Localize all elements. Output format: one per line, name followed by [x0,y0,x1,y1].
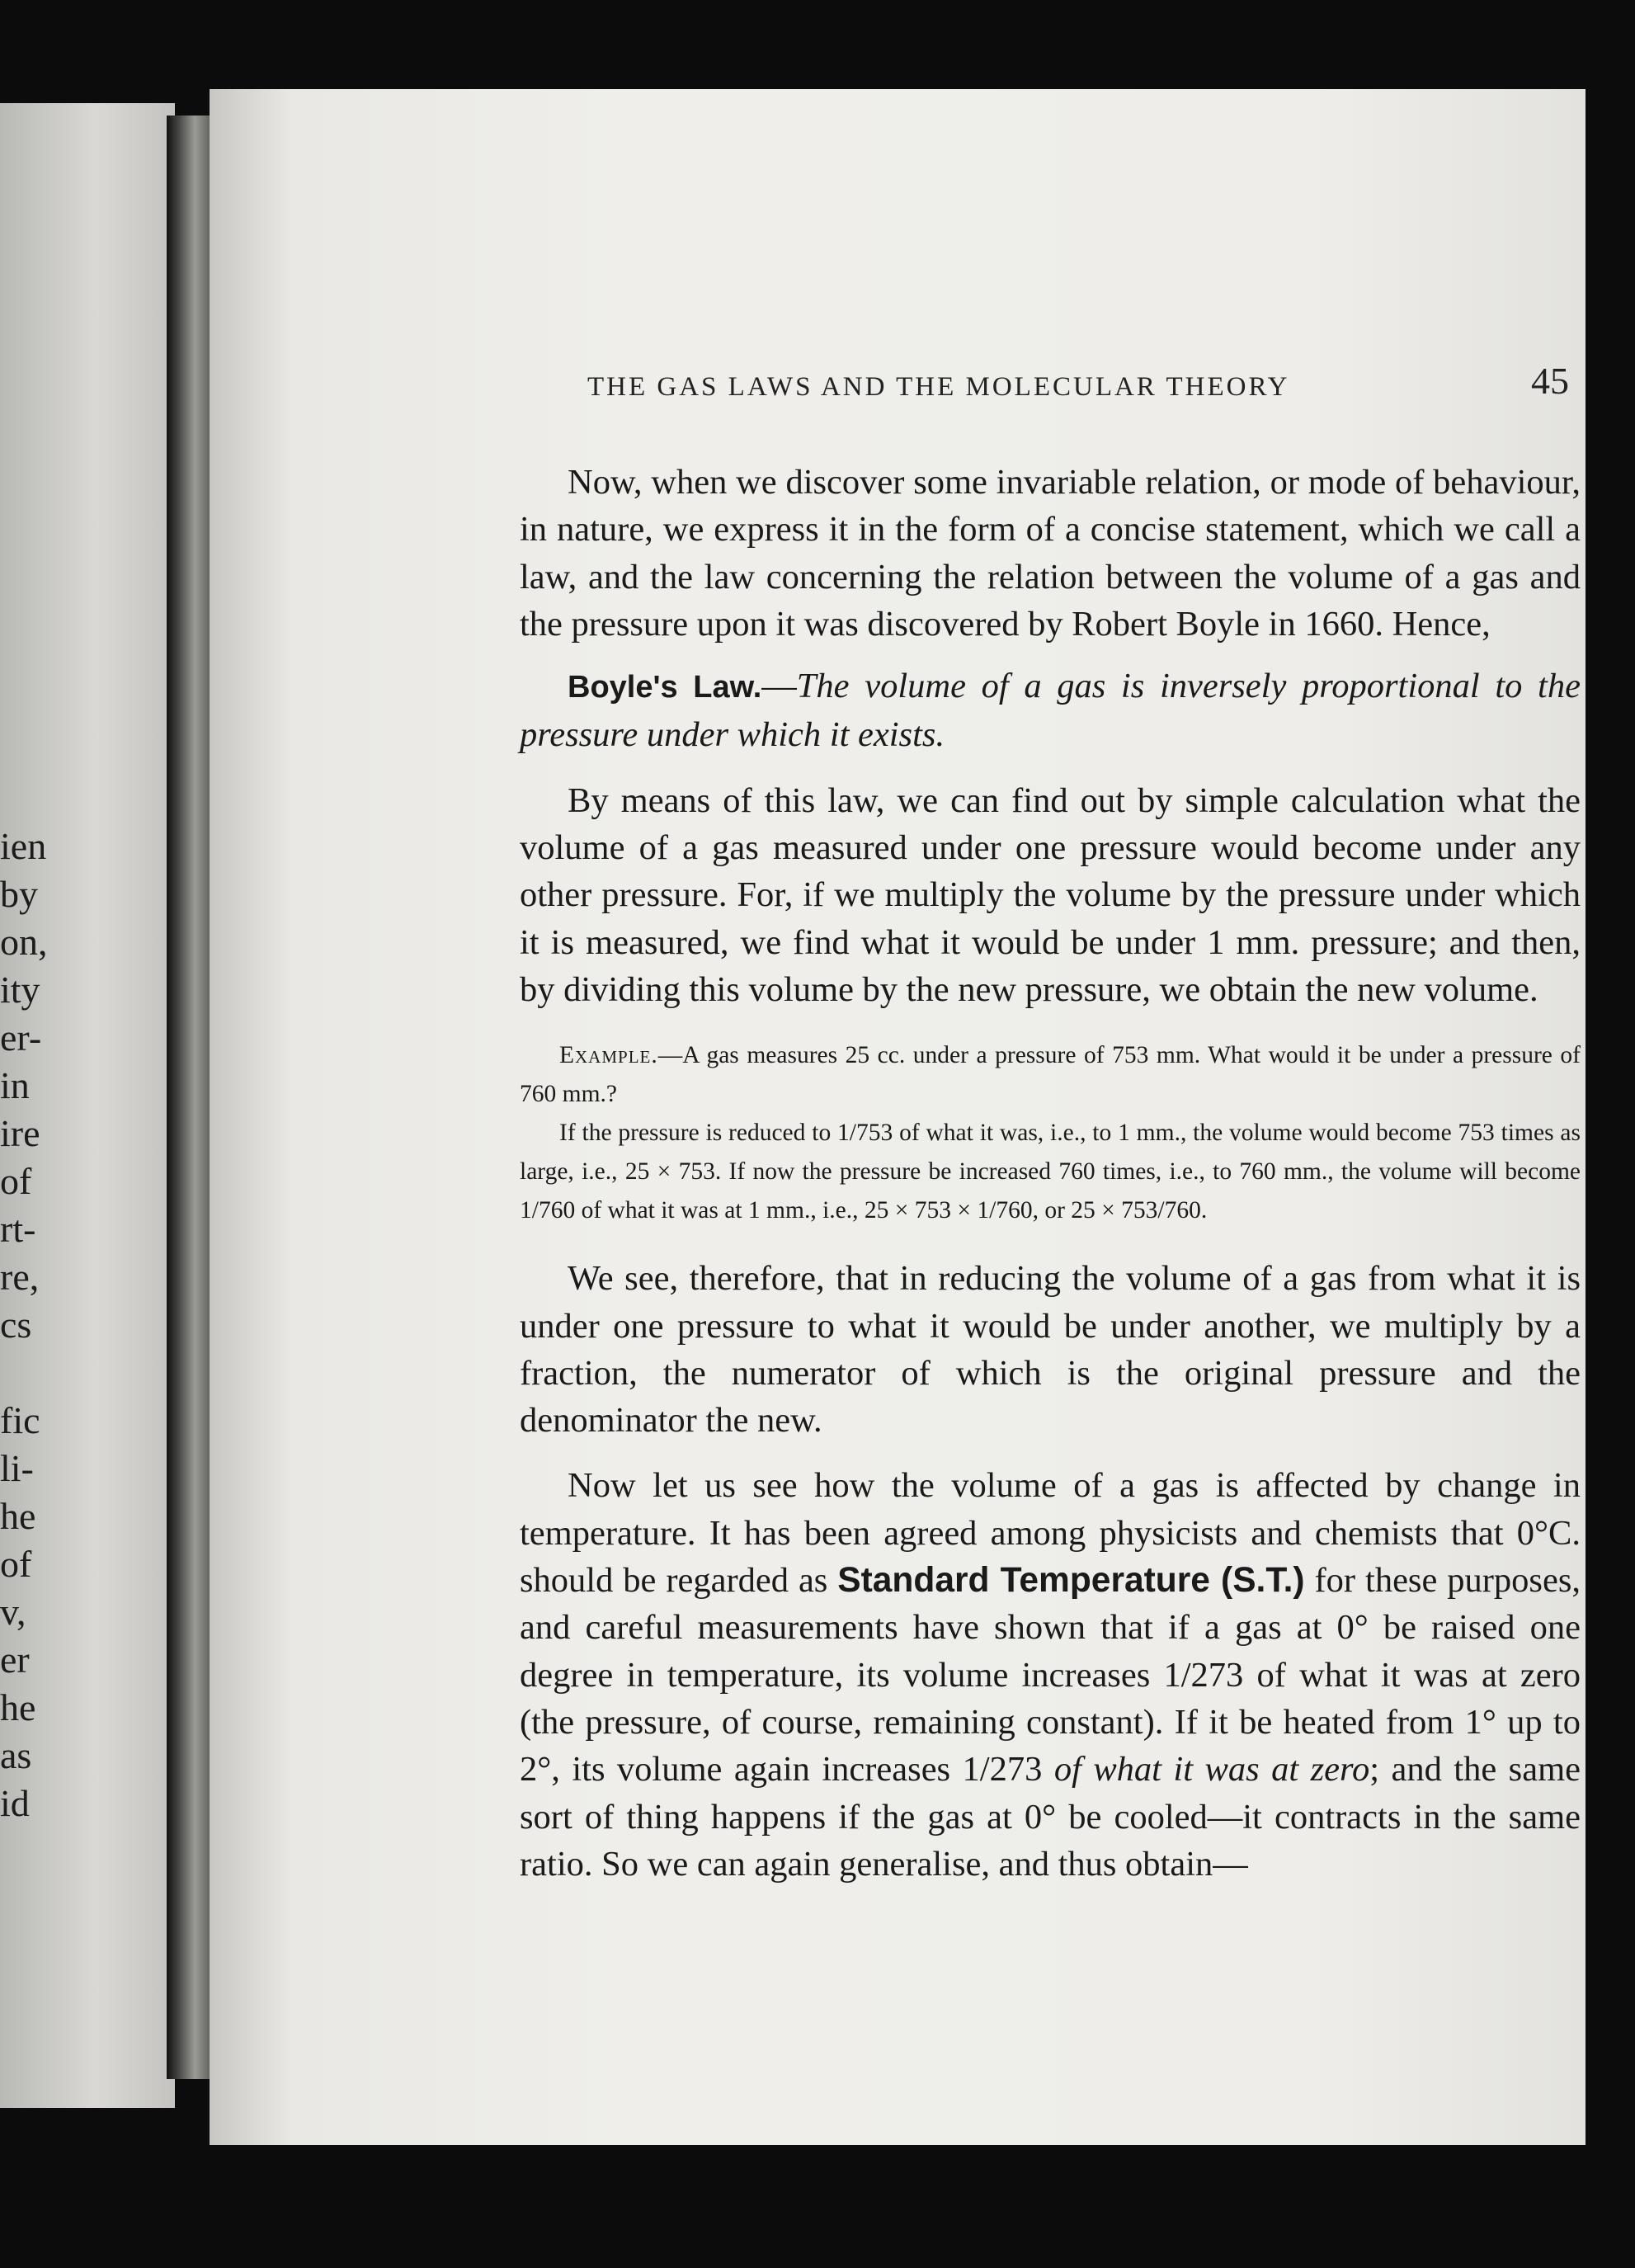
paragraph-calculation: By means of this law, we can find out by simple calculation what the volume of a gas measured under one pressure would become under any other pressure. For, if we multiply the volume by the pressure under which it is measured, we find what it would be under 1 mm. pressure; and then, by dividing this volume by the new pressure, we obtain the new volume. [520,780,1581,1009]
running-head: THE GAS LAWS AND THE MOLECULAR THEORY [587,372,1290,402]
left-line: he [0,1495,36,1537]
temperature-text-b: for these purposes, and careful measurements have shown that if a gas at 0° be raised one degree in temperature, its volume increases 1/273 of what it was at zero (the pressure, of course, remaining constant). If it be heated from 1° up to 2°, its volume again increases 1/273 [520,1561,1581,1789]
page-body [520,459,1581,1888]
left-line: ire [0,1112,40,1154]
left-line: in [0,1064,30,1106]
temperature-italic: of what it was at zero [1053,1750,1370,1789]
left-line: id [0,1782,30,1824]
paragraph-temperature [520,1462,1581,1888]
left-line: of [0,1543,32,1585]
left-line: cs [0,1304,32,1346]
example-text: —A gas measures 25 cc. under a pressure of 753 mm. What would it be under a pressure of 760 mm.? [520,1042,1581,1108]
left-line: li- [0,1447,34,1489]
left-line: he [0,1686,36,1728]
law-label: Boyle's Law. [568,670,762,705]
temperature-text-c: ; and the same sort of thing happens if the gas at 0° be cooled—it contracts in the same ratio. So we can again generalise, and thus obtain— [520,1750,1581,1884]
example-solution: If the pressure is reduced to 1/753 of what it was, i.e., to 1 mm., the volume would become 753 times as large, i.e., 25 × 753. If now the pressure be increased 760 times, i.e., to 760 mm., the volume will become 1/760 of what it was at 1 mm., i.e., 25 × 753 × 1/760, or 25 × 753/760. [520,1120,1581,1224]
left-line: er- [0,1016,42,1059]
paragraph-law-intro: Now, when we discover some invariable relation, or mode of behaviour, in nature, we express it in the form of a concise statement, which we call a law, and the law concerning the relation between the volume of a gas and the pressure upon it was discovered by Robert Boyle in 1660. Hence, [520,463,1581,644]
left-page-text-fragment [0,823,58,1827]
left-line: of [0,1160,32,1202]
page-header [587,360,1569,415]
example-label: Example. [559,1042,658,1069]
right-page [210,89,1586,2145]
page-number: 45 [1531,360,1569,402]
left-line: rt- [0,1208,36,1250]
left-line: by [0,873,38,915]
law-text: The volume of a gas is inversely proportional to the pressure under which it exists. [520,667,1581,755]
example-question [520,1036,1581,1114]
left-line: as [0,1734,32,1776]
boyles-law-statement [520,662,1581,759]
left-line: ity [0,969,40,1011]
left-page [0,103,175,2108]
left-line: on, [0,921,48,963]
left-line: re, [0,1256,40,1298]
standard-temperature-term: Standard Temperature (S.T.) [837,1561,1305,1601]
left-line: er [0,1639,30,1681]
left-line: ien [0,825,47,867]
paragraph-conclusion: We see, therefore, that in reducing the volume of a gas from what it is under one pressure to what it would be under another, we multiply by a fraction, the numerator of which is the original pressure and the denominator the new. [520,1259,1581,1440]
temperature-text-a: Now let us see how the volume of a gas is affected by change in temperature. It has been agreed among physicists and chemists that 0°C. should be regarded as [520,1466,1581,1601]
left-line-gap [0,1349,58,1397]
left-line: fic [0,1399,40,1441]
left-line: v, [0,1591,26,1633]
law-dash: — [761,667,797,706]
